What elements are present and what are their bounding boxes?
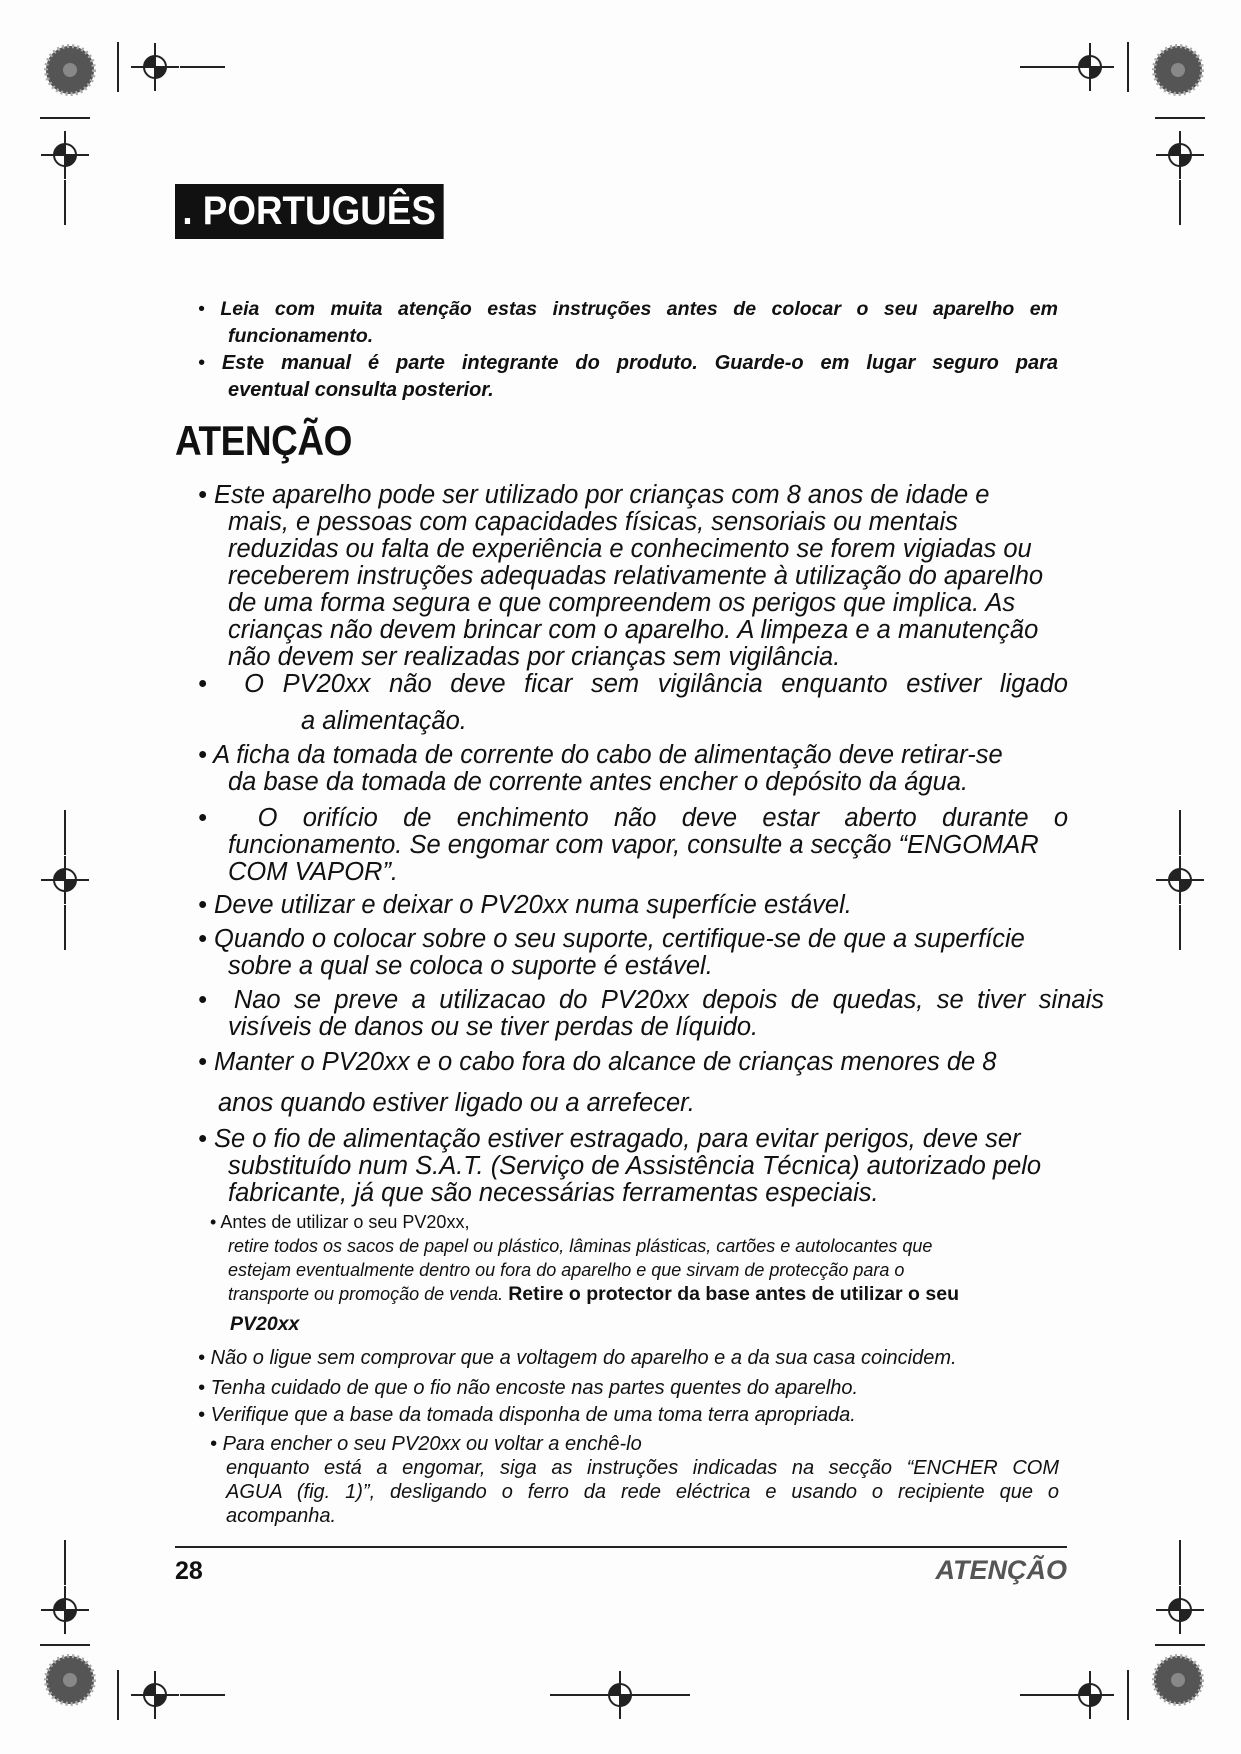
page-number: 28 — [175, 1557, 203, 1585]
warning-keep-away-children: • Manter o PV20xx e o cabo fora do alcance de crianças menores de 8 anos quando estiver ligado ou a arrefecer. — [198, 1048, 997, 1117]
warning-filling-hole: • O orifício de enchimento não deve estar aberto durante o funcionamento. Se engomar com vapor, consulte a secção “ENGOMAR COM VAPOR”. — [198, 804, 1068, 886]
warning-children-supervision: • Este aparelho pode ser utilizado por crianças com 8 anos de idade e mais, e pessoas com capacidades físicas, sensoriais ou mentais reduzidas ou falta de experiência e conhecimento se forem vigiadas ou receberem instruções adequadas relativamente à utilização do aparelho de uma forma segura e que compreendem os perigos que implica. As crianças não devem brincar com o aparelho. A limpeza e a manutenção não devem ser realizadas por crianças sem vigilância. — [198, 481, 1044, 671]
intro-note-2: • Este manual é parte integrante do produto. Guarde-o em lugar seguro para eventual consulta posterior. — [198, 352, 1059, 401]
language-tab: . PORTUGUÊS — [175, 184, 443, 239]
warning-refill: • Para encher o seu PV20xx ou voltar a enchê-lo enquanto está a engomar, siga as instruções indicadas na secção “ENCHER COM AGUA (fig. 1)”, desligando o ferro da rede eléctrica e usando o recipiente que o acompanha. — [210, 1433, 1059, 1527]
warning-unattended: • O PV20xx não deve ficar sem vigilância enquanto estiver ligado a alimentação. — [198, 670, 1068, 735]
warning-support-surface: • Quando o colocar sobre o seu suporte, certifique-se de que a superfície sobre a qual se coloca o suporte é estável. — [198, 925, 1025, 980]
footer-divider — [175, 1546, 1067, 1548]
warning-unplug-before-fill: • A ficha da tomada de corrente do cabo de alimentação deve retirar-se da base da tomada de corrente antes encher o depósito da água. — [198, 741, 1003, 796]
intro-note-1: • Leia com muita atenção estas instruções antes de colocar o seu aparelho em funcionamento. — [198, 298, 1058, 347]
warning-earth: • Verifique que a base da tomada disponha de uma toma terra apropriada. — [198, 1404, 856, 1426]
section-heading: ATENÇÃO — [175, 417, 352, 464]
warning-hot-parts: • Tenha cuidado de que o fio não encoste nas partes quentes do aparelho. — [198, 1377, 859, 1399]
warning-damaged-cord: • Se o fio de alimentação estiver estragado, para evitar perigos, deve ser substituído num S.A.T. (Serviço de Assistência Técnica) autorizado pelo fabricante, já que são necessárias ferramentas especiais. — [198, 1125, 1042, 1207]
warning-remove-packaging: • Antes de utilizar o seu PV20xx, retire todos os sacos de papel ou plástico, lâminas plásticas, cartões e autolocantes que estejam eventualmente dentro ou fora do aparelho e que sirvam de protecção para o transporte ou promoção de venda. Retire o protector da base antes de utilizar o seu PV20xx — [210, 1212, 959, 1335]
warning-voltage: • Não o ligue sem comprovar que a voltagem do aparelho e a da sua casa coincidem. — [198, 1347, 957, 1369]
warning-stable-surface: • Deve utilizar e deixar o PV20xx numa superfície estável. — [198, 891, 852, 919]
footer-section-title: ATENÇÃO — [935, 1555, 1067, 1585]
warning-damage: • Nao se preve a utilizacao do PV20xx depois de quedas, se tiver sinais visíveis de danos ou se tiver perdas de líquido. — [198, 986, 1104, 1041]
